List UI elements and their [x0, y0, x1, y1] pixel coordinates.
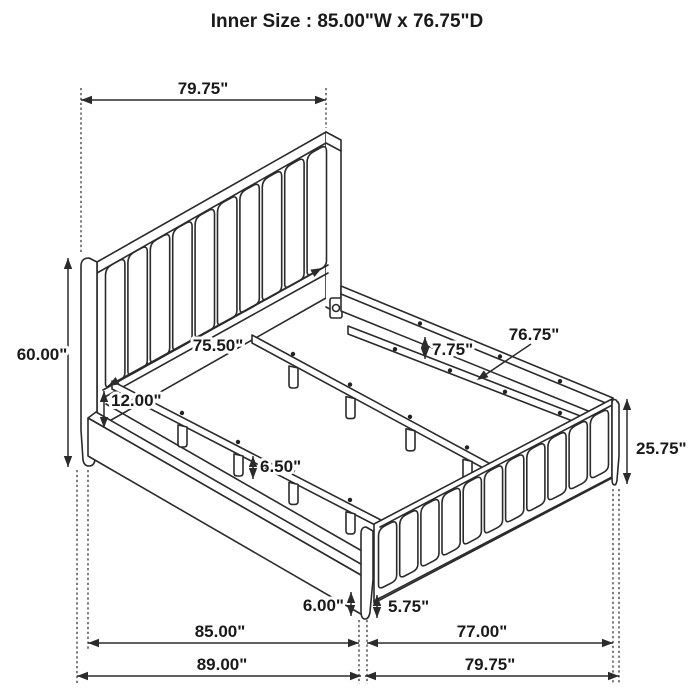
dimension-footboard-height [623, 399, 687, 484]
arrowhead [315, 96, 326, 104]
headboard-channel-panel [173, 222, 192, 350]
headboard-channel-panel [218, 197, 237, 325]
dimension-footboard-inner-width [367, 622, 613, 647]
headboard-channel-panel [240, 184, 259, 312]
footboard-near-post [361, 527, 373, 619]
dimension-footboard-width [365, 655, 619, 680]
dim-label-headboard-height: 60.00" [16, 345, 68, 364]
footboard-channel-panel [463, 477, 481, 544]
footboard-channel-panel [506, 455, 524, 522]
dimension-outer-width [77, 655, 361, 680]
bolt-hole [503, 390, 507, 394]
footboard-channel-panel [442, 488, 460, 554]
arrowhead [64, 258, 72, 269]
bolt-hole [418, 321, 422, 325]
footboard-channel-panel [527, 444, 545, 511]
support-leg [289, 482, 298, 504]
dim-label-outer-width: 89.00" [196, 655, 248, 674]
footboard-channel-panel [548, 433, 566, 500]
headboard-channel-panel [307, 147, 326, 275]
support-leg [346, 512, 355, 534]
dim-label-frame-leg-height: 6.00" [302, 596, 344, 615]
arrowhead [608, 672, 619, 680]
dim-label-side-rail-gap: 7.75" [432, 340, 474, 359]
arrowhead [64, 456, 72, 467]
dim-label-slat-leg-height: 6.50" [260, 457, 302, 476]
bolt-hole [558, 379, 562, 383]
bolt-hole [348, 498, 352, 502]
bolt-hole [408, 415, 412, 419]
footboard-channel-panel [379, 522, 397, 588]
dim-label-footboard-leg-height: 5.75" [388, 597, 430, 616]
support-leg [406, 429, 415, 451]
far-side-rail-edge [341, 294, 613, 406]
arrowhead [348, 639, 359, 647]
footboard-channel-panel [400, 511, 418, 577]
arrowhead [477, 370, 489, 380]
footboard-channel-panel [484, 466, 502, 533]
bolt-hole [236, 440, 240, 444]
bolt-hole [393, 347, 397, 351]
far-side-rail [341, 286, 613, 421]
arrowhead [623, 473, 631, 484]
dimension-inner-width [88, 622, 359, 647]
support-leg [289, 366, 298, 388]
support-leg [346, 397, 355, 419]
arrowhead [373, 607, 381, 618]
dim-label-footboard-inner-width: 77.00" [456, 622, 508, 641]
page-title: Inner Size : 85.00"W x 76.75"D [210, 11, 484, 32]
headboard-channel-panel [106, 260, 125, 387]
bed-line-art [81, 132, 619, 619]
arrowhead [367, 639, 378, 647]
bolt-hole [498, 354, 502, 358]
bolt-hole [348, 382, 352, 386]
bolt-hole [465, 445, 469, 449]
dimension-headboard-height [17, 258, 73, 467]
dim-label-inner-width: 85.00" [194, 622, 246, 641]
arrowhead [249, 468, 257, 479]
dimension-annotations [17, 79, 687, 684]
support-leg [178, 425, 187, 447]
bolt-hole [558, 411, 562, 415]
arrowhead [81, 96, 92, 104]
dim-label-footboard-width: 79.75" [464, 655, 516, 674]
headboard-channel-panel [262, 172, 281, 300]
bolt-hole [448, 368, 452, 372]
dim-label-inner-depth: 76.75" [508, 325, 560, 344]
dim-label-headboard-width: 79.75" [177, 79, 229, 98]
dimension-headboard-width [81, 79, 326, 104]
headboard-channel-panel [195, 209, 214, 337]
arrowhead [623, 399, 631, 410]
footboard-channel-panel [590, 410, 608, 477]
footboard-channel-panel [569, 422, 587, 489]
footboard-channel-panel [421, 500, 439, 566]
bolt-hole [180, 411, 184, 415]
dim-label-headboard-inner-width: 75.50" [192, 336, 244, 355]
headboard-channel-panel [285, 159, 304, 287]
footboard-far-post [612, 400, 619, 485]
bolt-hole [291, 352, 295, 356]
headboard-channel-panel [150, 235, 169, 362]
arrowhead [77, 672, 88, 680]
dim-label-footboard-height: 25.75" [636, 439, 687, 458]
dim-label-rail-offset: 12.00" [111, 391, 162, 410]
support-leg [234, 454, 243, 476]
arrowhead [88, 639, 99, 647]
headboard-channel-panel [128, 247, 147, 374]
arrowhead [602, 639, 613, 647]
headboard-right-post [326, 132, 341, 315]
